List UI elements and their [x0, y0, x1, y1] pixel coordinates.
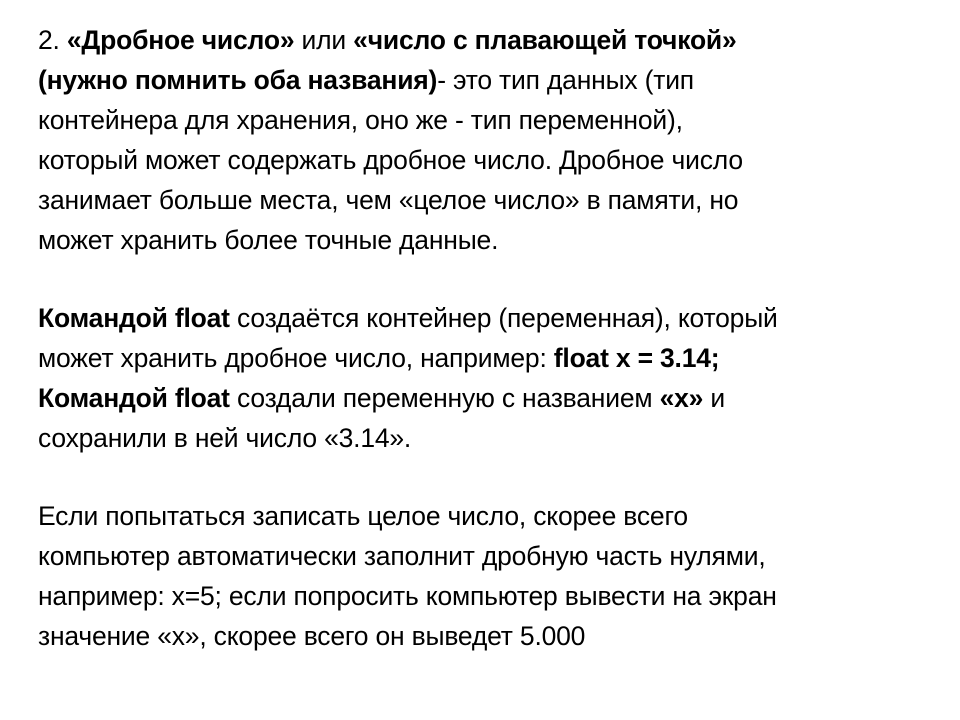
paragraph	[38, 496, 926, 656]
paragraph	[38, 20, 926, 260]
text-run: или	[294, 25, 354, 55]
text-line	[38, 60, 926, 100]
text-run: контейнера для хранения, оно же - тип переменной),	[38, 105, 683, 135]
text-run: создаётся контейнер (переменная), который	[229, 303, 778, 333]
text-run: значение «x», скорее всего он выведет 5.000	[38, 621, 586, 651]
text-block	[38, 20, 926, 656]
text-run: «число с плавающей точкой»	[353, 25, 737, 55]
text-line	[38, 20, 926, 60]
paragraph	[38, 298, 926, 458]
text-run: сохранили в ней число «3.14».	[38, 423, 412, 453]
text-line	[38, 576, 926, 616]
text-line	[38, 298, 926, 338]
text-run: создали переменную с названием	[229, 383, 660, 413]
text-line	[38, 140, 926, 180]
text-run: 2.	[38, 25, 67, 55]
text-line	[38, 536, 926, 576]
text-run: который может содержать дробное число. Дробное число	[38, 145, 743, 175]
text-run: «x»	[659, 383, 704, 413]
text-run: float x = 3.14;	[553, 343, 720, 373]
text-line	[38, 378, 926, 418]
text-run: например: x=5; если попросить компьютер вывести на экран	[38, 581, 777, 611]
text-run: может хранить дробное число, например:	[38, 343, 554, 373]
text-run: Командой float	[38, 383, 230, 413]
text-line	[38, 220, 926, 260]
text-run: Командой float	[38, 303, 230, 333]
text-line	[38, 100, 926, 140]
text-run: (нужно помнить оба названия)	[38, 65, 438, 95]
text-run: «Дробное число»	[66, 25, 295, 55]
text-line	[38, 496, 926, 536]
text-run: - это тип данных (тип	[437, 65, 694, 95]
text-run: занимает больше места, чем «целое число» в памяти, но	[38, 185, 739, 215]
text-line	[38, 616, 926, 656]
text-run: Если попытаться записать целое число, скорее всего	[38, 501, 688, 531]
text-line	[38, 418, 926, 458]
text-run: компьютер автоматически заполнит дробную часть нулями,	[38, 541, 766, 571]
text-line	[38, 180, 926, 220]
text-line	[38, 338, 926, 378]
text-run: может хранить более точные данные.	[38, 225, 499, 255]
text-run: и	[703, 383, 725, 413]
